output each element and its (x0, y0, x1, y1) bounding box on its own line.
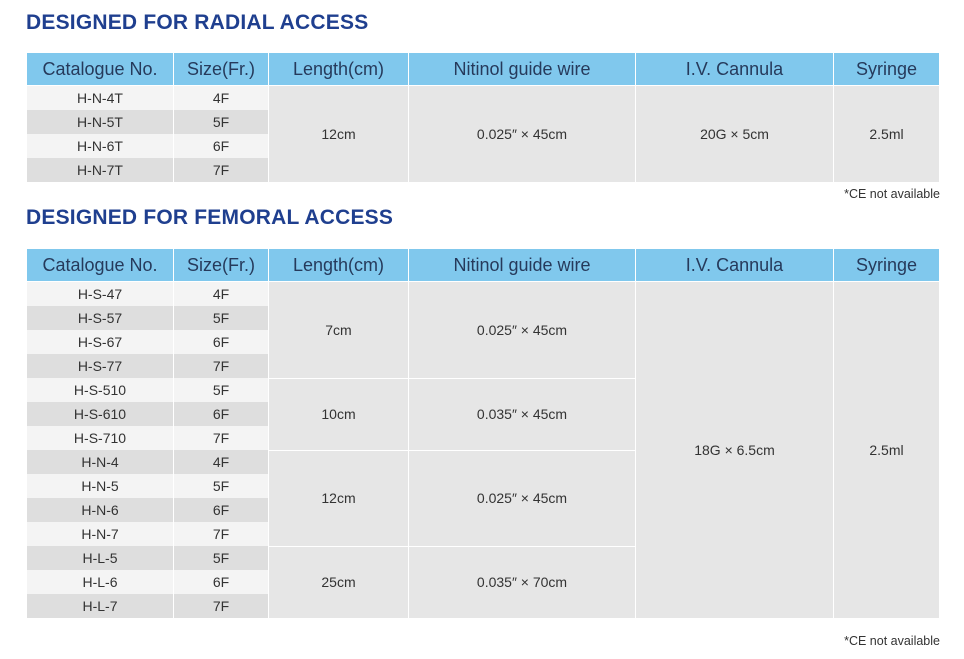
catalogue-no-cell: H-N-5T (27, 110, 174, 134)
header-size: Size(Fr.) (174, 249, 269, 282)
header-length: Length(cm) (269, 249, 409, 282)
guide-wire-cell: 0.025″ × 45cm (409, 86, 636, 183)
guide-wire-cell: 0.025″ × 45cm (409, 282, 636, 379)
radial-spec-table (26, 52, 940, 183)
size-cell: 7F (174, 426, 269, 450)
size-cell: 6F (174, 134, 269, 158)
size-cell: 6F (174, 498, 269, 522)
catalogue-no-cell: H-S-610 (27, 402, 174, 426)
syringe-cell: 2.5ml (834, 86, 940, 183)
header-cannula: I.V. Cannula (636, 53, 834, 86)
length-cell: 12cm (269, 86, 409, 183)
header-syringe: Syringe (834, 249, 940, 282)
size-cell: 6F (174, 402, 269, 426)
guide-wire-cell: 0.035″ × 70cm (409, 546, 636, 618)
catalogue-no-cell: H-L-5 (27, 546, 174, 570)
guide-wire-cell: 0.035″ × 45cm (409, 378, 636, 450)
header-syringe: Syringe (834, 53, 940, 86)
size-cell: 6F (174, 330, 269, 354)
catalogue-no-cell: H-N-7T (27, 158, 174, 182)
catalogue-no-cell: H-L-7 (27, 594, 174, 618)
length-cell: 25cm (269, 546, 409, 618)
syringe-cell: 2.5ml (834, 282, 940, 619)
header-catalogue-no: Catalogue No. (27, 53, 174, 86)
size-cell: 7F (174, 354, 269, 378)
header-guide-wire: Nitinol guide wire (409, 53, 636, 86)
cannula-cell: 20G × 5cm (636, 86, 834, 183)
length-cell: 10cm (269, 378, 409, 450)
size-cell: 7F (174, 594, 269, 618)
header-cannula: I.V. Cannula (636, 249, 834, 282)
header-size: Size(Fr.) (174, 53, 269, 86)
guide-wire-cell: 0.025″ × 45cm (409, 450, 636, 546)
radial-section-title: DESIGNED FOR RADIAL ACCESS (26, 11, 369, 34)
length-cell: 12cm (269, 450, 409, 546)
cannula-cell: 18G × 6.5cm (636, 282, 834, 619)
size-cell: 4F (174, 86, 269, 111)
catalogue-no-cell: H-N-4T (27, 86, 174, 111)
size-cell: 4F (174, 282, 269, 307)
catalogue-no-cell: H-L-6 (27, 570, 174, 594)
length-cell: 7cm (269, 282, 409, 379)
catalogue-no-cell: H-N-5 (27, 474, 174, 498)
table-header-row (27, 53, 940, 86)
header-length: Length(cm) (269, 53, 409, 86)
catalogue-no-cell: H-S-510 (27, 378, 174, 402)
size-cell: 5F (174, 110, 269, 134)
catalogue-no-cell: H-N-6T (27, 134, 174, 158)
size-cell: 5F (174, 474, 269, 498)
catalogue-no-cell: H-N-4 (27, 450, 174, 474)
table-row (27, 282, 940, 307)
catalogue-no-cell: H-S-710 (27, 426, 174, 450)
size-cell: 7F (174, 158, 269, 182)
table-header-row (27, 249, 940, 282)
size-cell: 5F (174, 546, 269, 570)
size-cell: 7F (174, 522, 269, 546)
catalogue-no-cell: H-S-77 (27, 354, 174, 378)
radial-ce-note: *CE not available (844, 187, 940, 201)
size-cell: 5F (174, 306, 269, 330)
catalogue-no-cell: H-S-57 (27, 306, 174, 330)
catalogue-no-cell: H-N-6 (27, 498, 174, 522)
header-catalogue-no: Catalogue No. (27, 249, 174, 282)
catalogue-no-cell: H-S-67 (27, 330, 174, 354)
femoral-section-title: DESIGNED FOR FEMORAL ACCESS (26, 206, 394, 229)
catalogue-no-cell: H-S-47 (27, 282, 174, 307)
femoral-spec-table (26, 248, 940, 619)
size-cell: 4F (174, 450, 269, 474)
table-row (27, 86, 940, 111)
catalogue-no-cell: H-N-7 (27, 522, 174, 546)
size-cell: 6F (174, 570, 269, 594)
size-cell: 5F (174, 378, 269, 402)
header-guide-wire: Nitinol guide wire (409, 249, 636, 282)
femoral-ce-note: *CE not available (844, 634, 940, 648)
